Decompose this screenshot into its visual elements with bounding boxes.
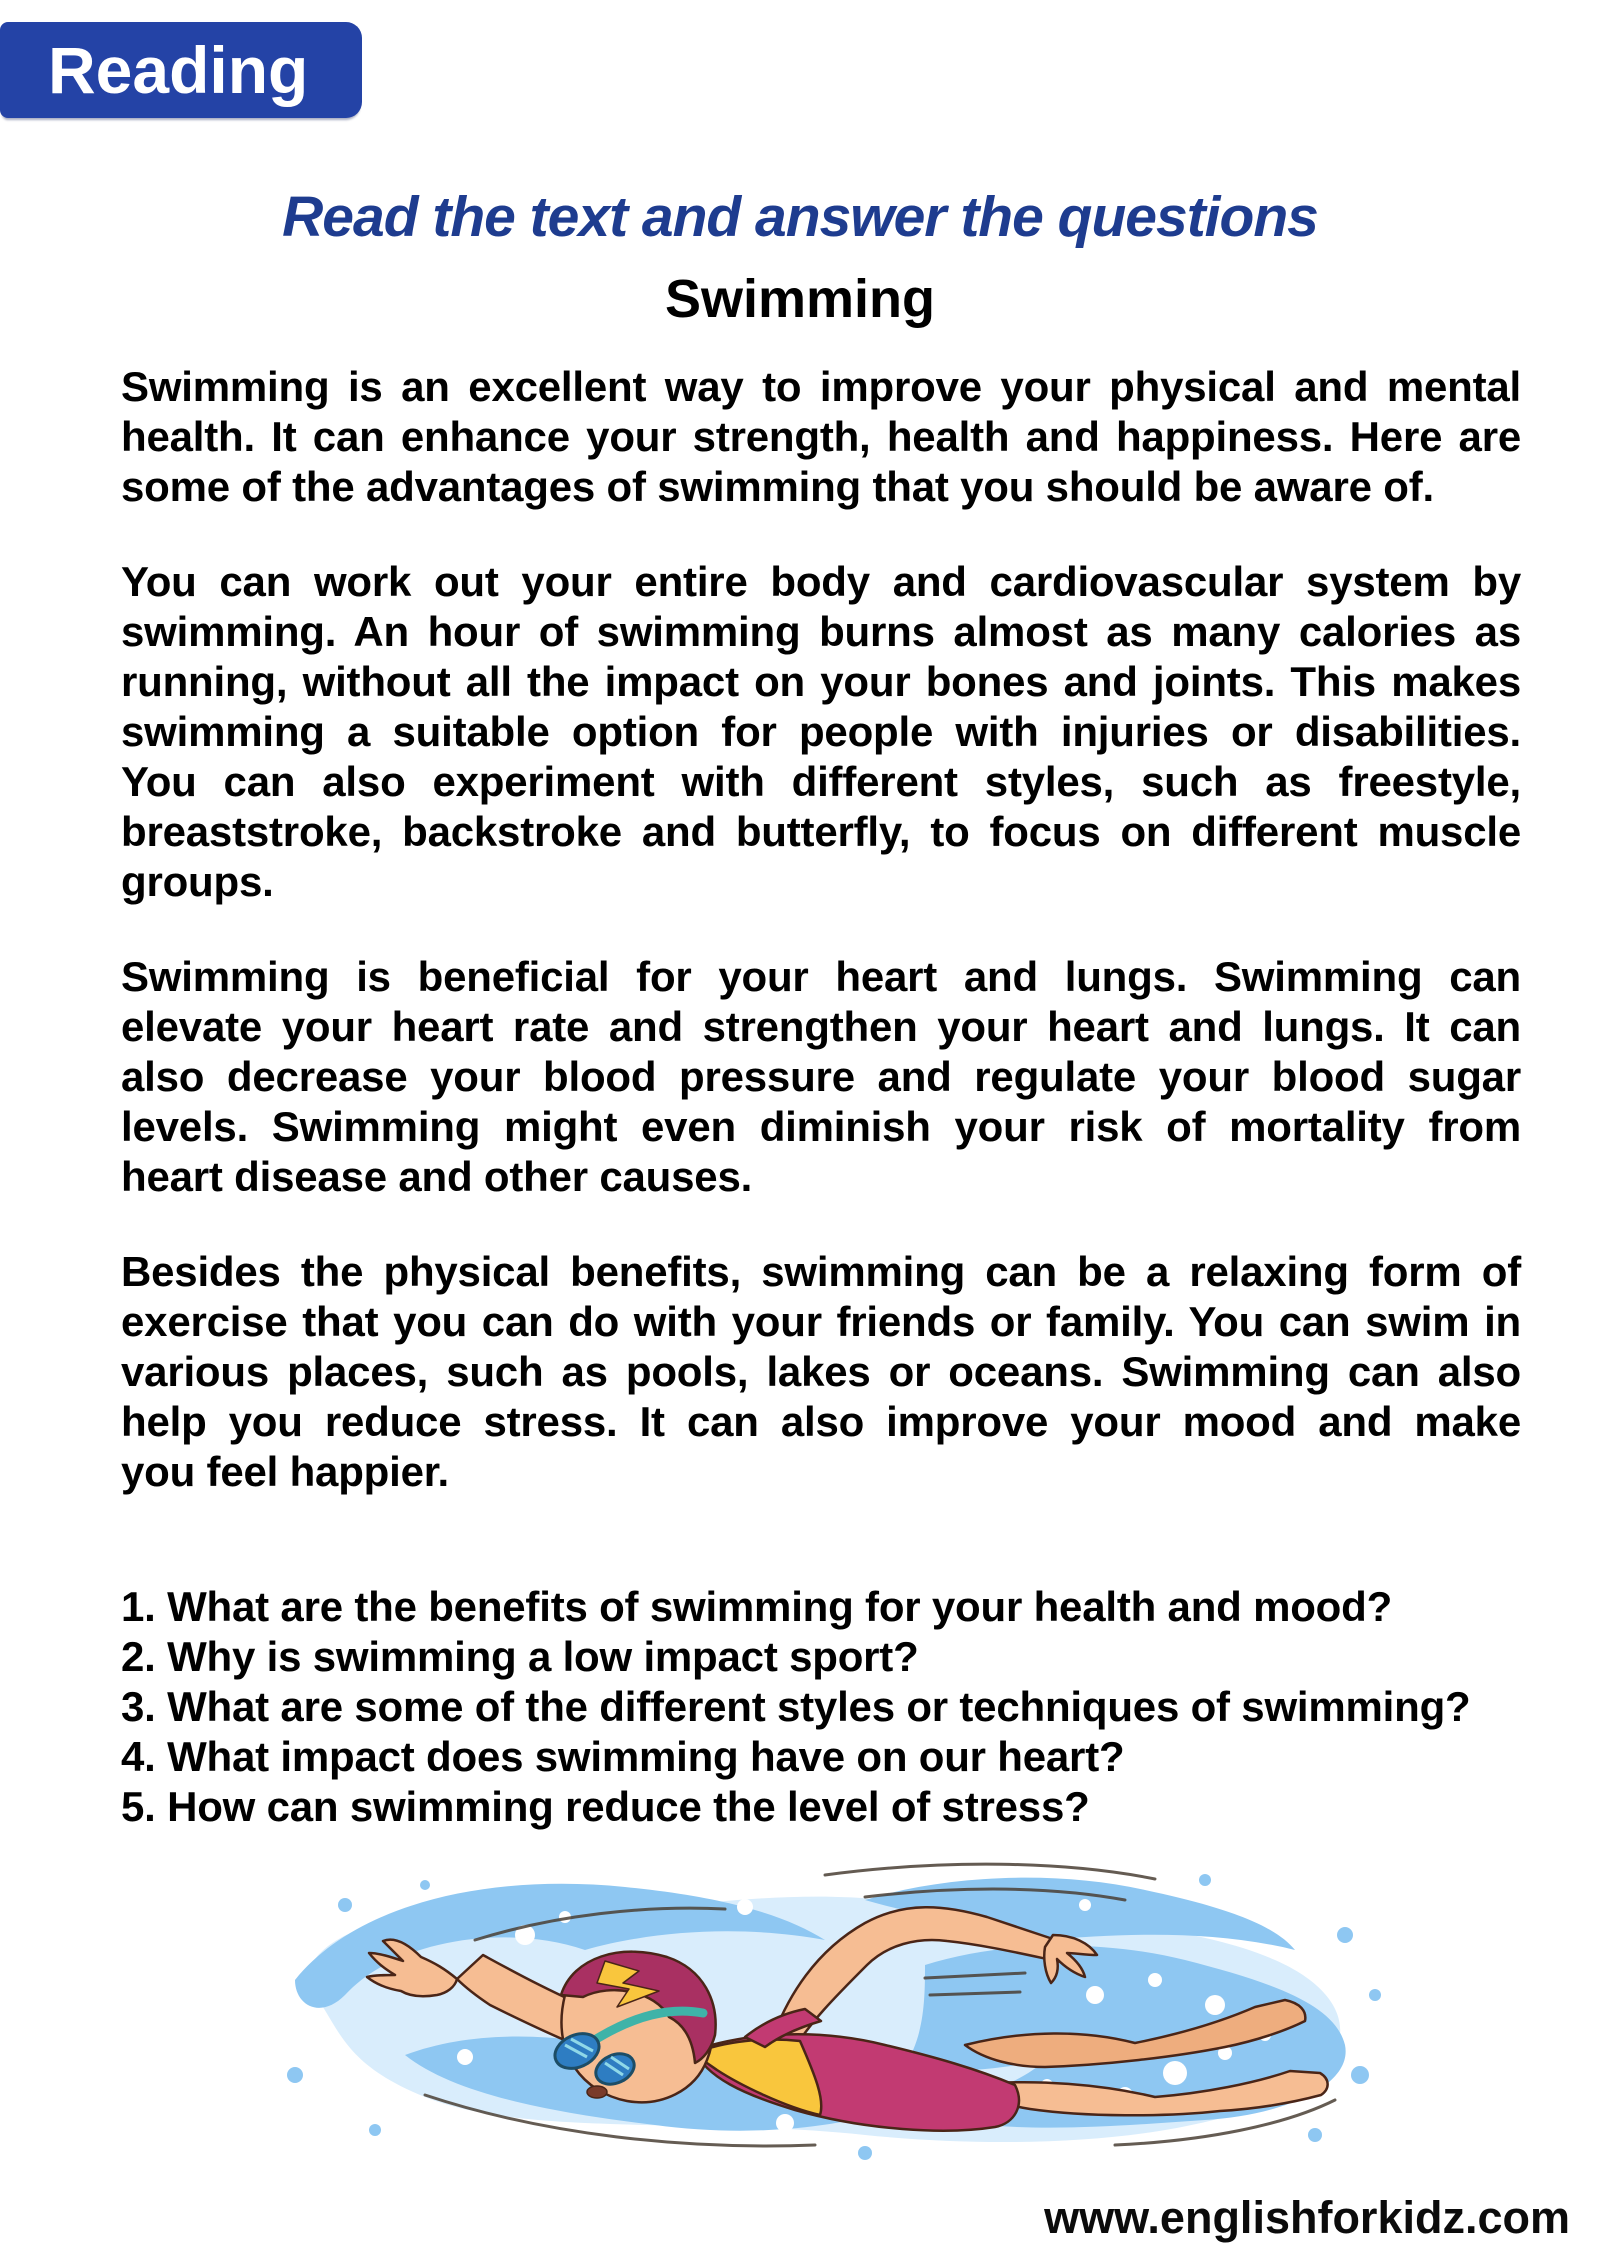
swimmer-illustration: [225, 1845, 1395, 2165]
text-line: groups.: [121, 858, 274, 905]
text-line: Swimming is beneficial for your heart and lungs. Swimming can: [121, 953, 1521, 1000]
question-item: 2. Why is swimming a low impact sport?: [121, 1633, 919, 1680]
passage-text: [121, 362, 1521, 1832]
paragraph: [121, 362, 1521, 512]
passage-title: Swimming: [664, 269, 936, 329]
question-item: 3. What are some of the different styles or techniques of swimming?: [121, 1683, 1471, 1730]
paragraph: [121, 952, 1521, 1202]
text-line: help you reduce stress. It can also improve your mood and make: [121, 1398, 1521, 1445]
text-line: you feel happier.: [121, 1448, 450, 1495]
question-item: 5. How can swimming reduce the level of stress?: [121, 1783, 1090, 1830]
text-line: swimming. An hour of swimming burns almost as many calories as: [121, 608, 1521, 655]
reading-badge: Reading: [0, 22, 362, 118]
paragraph: [121, 557, 1521, 907]
page-heading: Read the text and answer the questions: [282, 185, 1318, 249]
text-line: You can also experiment with different styles, such as freestyle,: [121, 758, 1521, 805]
text-line: exercise that you can do with your friends or family. You can swim in: [121, 1298, 1521, 1345]
text-line: some of the advantages of swimming that you should be aware of.: [121, 463, 1434, 510]
question-item: 4. What impact does swimming have on our heart?: [121, 1733, 1125, 1780]
text-line: heart disease and other causes.: [121, 1153, 753, 1200]
paragraph: [121, 1247, 1521, 1497]
text-line: also decrease your blood pressure and regulate your blood sugar: [121, 1053, 1521, 1100]
text-line: swimming a suitable option for people with injuries or disabilities.: [121, 708, 1521, 755]
text-line: elevate your heart rate and strengthen your heart and lungs. It can: [121, 1003, 1521, 1050]
text-line: running, without all the impact on your bones and joints. This makes: [121, 658, 1521, 705]
question-item: 1. What are the benefits of swimming for your health and mood?: [121, 1583, 1393, 1630]
text-line: breaststroke, backstroke and butterfly, to focus on different muscle: [121, 808, 1521, 855]
text-line: various places, such as pools, lakes or oceans. Swimming can also: [121, 1348, 1521, 1395]
text-line: You can work out your entire body and cardiovascular system by: [121, 558, 1521, 605]
website-url: www.englishforkidz.com: [1044, 2192, 1570, 2243]
text-line: Swimming is an excellent way to improve your physical and mental: [121, 363, 1521, 410]
question-list: [121, 1582, 1521, 1832]
text-line: levels. Swimming might even diminish your risk of mortality from: [121, 1103, 1521, 1150]
text-line: Besides the physical benefits, swimming can be a relaxing form of: [121, 1248, 1521, 1295]
text-line: health. It can enhance your strength, health and happiness. Here are: [121, 413, 1521, 460]
